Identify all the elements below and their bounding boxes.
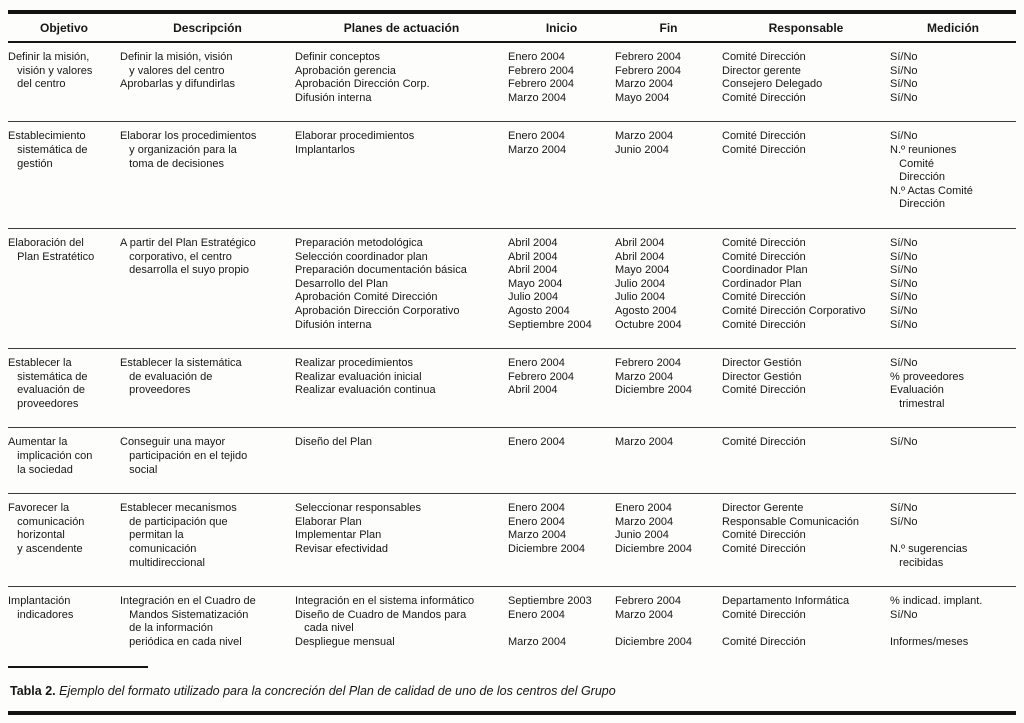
cell-line: Establecer la sistemática xyxy=(120,357,242,370)
cell-line: cada nivel xyxy=(295,622,354,635)
cell-line: Comité Dirección xyxy=(722,436,806,449)
column-header-fin: Fin xyxy=(615,14,722,42)
column-header-planes: Planes de actuación xyxy=(295,14,508,42)
cell-line: Comité Dirección xyxy=(722,543,806,556)
cell-inicio xyxy=(508,428,615,494)
cell-line: Enero 2004 xyxy=(508,502,565,515)
cell-planes xyxy=(295,42,508,122)
cell-responsable xyxy=(722,228,890,348)
cell-line: Comité Dirección xyxy=(722,130,806,143)
cell-line: comunicación xyxy=(8,515,85,528)
cell-line: recibidas xyxy=(890,556,944,569)
table-row xyxy=(8,428,1016,494)
cell-line: trimestral xyxy=(890,397,945,410)
cell-medicion xyxy=(890,494,1016,587)
cell-line: Junio 2004 xyxy=(615,529,669,542)
cell-line: Director Gestión xyxy=(722,357,802,370)
cell-line: Octubre 2004 xyxy=(615,318,682,331)
cell-line: Definir conceptos xyxy=(295,51,380,63)
cell-line: Febrero 2004 xyxy=(508,370,575,383)
cell-line: proveedores xyxy=(120,384,191,397)
cell-line: Marzo 2004 xyxy=(615,370,674,383)
cell-line: Septiembre 2003 xyxy=(508,595,592,608)
cell-line: evaluación de xyxy=(8,384,86,397)
cell-line: Abril 2004 xyxy=(508,264,558,277)
cell-line: Mandos Sistematización xyxy=(120,608,249,621)
cell-line: Informes/meses xyxy=(890,636,969,648)
cell-responsable xyxy=(722,122,890,229)
table-row xyxy=(8,122,1016,229)
table-caption xyxy=(10,683,1016,699)
cell-line: Comité Dirección xyxy=(722,143,806,156)
cell-line: Aprobación Dirección Corp. xyxy=(295,78,430,91)
cell-line: Agosto 2004 xyxy=(508,304,570,317)
cell-line: Febrero 2004 xyxy=(615,357,682,370)
table-row xyxy=(8,587,1016,666)
cell-line: sistemática de xyxy=(8,143,88,156)
cell-descripcion xyxy=(120,228,295,348)
cell-line: Enero 2004 xyxy=(508,357,565,370)
cell-line: Marzo 2004 xyxy=(615,130,674,143)
cell-line: Comité Dirección xyxy=(722,318,806,331)
cell-inicio xyxy=(508,587,615,666)
cell-line: proveedores xyxy=(8,397,79,410)
cell-line: permitan la xyxy=(120,529,184,542)
cell-fin xyxy=(615,349,722,428)
table-row xyxy=(8,494,1016,587)
cell-responsable xyxy=(722,494,890,587)
cell-line: y ascendente xyxy=(8,543,83,556)
cell-line: Dirección xyxy=(890,198,946,211)
cell-line: Establecer la xyxy=(8,357,72,370)
cell-line: Diseño del Plan xyxy=(295,436,373,449)
cell-line: participación en el tejido xyxy=(120,450,248,463)
cell-line: desarrolla el suyo propio xyxy=(120,264,250,277)
cell-line: toma de decisiones xyxy=(120,157,224,170)
cell-line: Abril 2004 xyxy=(508,236,558,249)
cell-line: Integración en el sistema informático xyxy=(295,595,475,608)
cell-descripcion xyxy=(120,494,295,587)
cell-line: Febrero 2004 xyxy=(615,51,682,63)
caption-text: Ejemplo del formato utilizado para la concreción del Plan de calidad de uno de los centros del Grupo xyxy=(59,683,616,698)
cell-line: de participación que xyxy=(120,515,228,528)
cell-line: Marzo 2004 xyxy=(508,91,567,104)
cell-responsable xyxy=(722,587,890,666)
cell-line: Aprobación gerencia xyxy=(295,64,396,77)
column-header-medicion: Medición xyxy=(890,14,1016,42)
cell-line: Comité Dirección xyxy=(722,636,806,648)
cell-line: Sí/No xyxy=(890,291,918,304)
cell-line: Enero 2004 xyxy=(508,515,565,528)
column-header-objetivo: Objetivo xyxy=(8,14,120,42)
cell-line: y organización para la xyxy=(120,143,237,156)
cell-inicio xyxy=(508,42,615,122)
cell-line: Marzo 2004 xyxy=(508,636,567,648)
cell-line: implicación con xyxy=(8,450,93,463)
cell-line: Establecimiento xyxy=(8,130,86,143)
cell-line: visión y valores xyxy=(8,64,93,77)
cell-line: Mayo 2004 xyxy=(508,277,563,290)
cell-line: Comité Dirección xyxy=(722,91,806,104)
table-row xyxy=(8,349,1016,428)
cell-line: Elaborar Plan xyxy=(295,515,362,528)
cell-line: Selección coordinador plan xyxy=(295,250,428,263)
cell-responsable xyxy=(722,349,890,428)
cell-line: Febrero 2004 xyxy=(508,64,575,77)
cell-line: Sí/No xyxy=(890,318,918,331)
cell-objetivo xyxy=(8,349,120,428)
cell-objetivo xyxy=(8,228,120,348)
cell-line: Enero 2004 xyxy=(508,436,565,449)
cell-objetivo xyxy=(8,122,120,229)
cell-line: Favorecer la xyxy=(8,502,70,515)
cell-line: Marzo 2004 xyxy=(615,78,674,91)
cell-line: Diciembre 2004 xyxy=(615,636,693,648)
cell-line: de la información xyxy=(120,622,213,635)
caption-label: Tabla 2. xyxy=(10,683,56,698)
cell-line: Aprobarlas y difundirlas xyxy=(120,78,235,91)
cell-line: Septiembre 2004 xyxy=(508,318,592,331)
cell-line: Marzo 2004 xyxy=(508,529,567,542)
cell-line: comunicación xyxy=(120,543,197,556)
cell-line: Mayo 2004 xyxy=(615,91,670,104)
cell-line: Febrero 2004 xyxy=(615,595,682,608)
figure-bottom-rule xyxy=(8,711,1016,715)
cell-line: Febrero 2004 xyxy=(508,78,575,91)
cell-line: Marzo 2004 xyxy=(508,143,567,156)
cell-line: Director Gestión xyxy=(722,370,802,383)
cell-line: Marzo 2004 xyxy=(615,436,674,449)
cell-line: de evaluación de xyxy=(120,370,213,383)
cell-line: Implantarlos xyxy=(295,143,355,156)
cell-line: Diciembre 2004 xyxy=(615,543,693,556)
cell-line: del centro xyxy=(8,78,66,91)
cell-fin xyxy=(615,587,722,666)
cell-line: N.º sugerencias xyxy=(890,543,968,556)
cell-line: Diciembre 2004 xyxy=(508,543,586,556)
cell-line: Departamento Informática xyxy=(722,595,850,608)
cell-line: Marzo 2004 xyxy=(615,515,674,528)
quality-plan-table xyxy=(8,14,1016,666)
cell-line xyxy=(722,622,888,636)
cell-planes xyxy=(295,587,508,666)
cell-line: Julio 2004 xyxy=(508,291,559,304)
cell-line: Preparación documentación básica xyxy=(295,264,467,277)
cell-line: Aprobación Comité Dirección xyxy=(295,291,438,304)
cell-line: Sí/No xyxy=(890,51,918,63)
cell-line: social xyxy=(120,463,158,476)
cell-responsable xyxy=(722,428,890,494)
cell-line: y valores del centro xyxy=(120,64,225,77)
cell-medicion xyxy=(890,587,1016,666)
cell-line: Revisar efectividad xyxy=(295,543,388,556)
cell-medicion xyxy=(890,122,1016,229)
cell-line: indicadores xyxy=(8,608,74,621)
cell-line: Implantación xyxy=(8,595,71,608)
cell-line: Enero 2004 xyxy=(508,51,565,63)
cell-fin xyxy=(615,428,722,494)
cell-line: Realizar evaluación continua xyxy=(295,384,436,397)
cell-line: Agosto 2004 xyxy=(615,304,677,317)
cell-line: Febrero 2004 xyxy=(615,64,682,77)
cell-line: % proveedores xyxy=(890,370,964,383)
cell-line: Seleccionar responsables xyxy=(295,502,421,515)
cell-line: Comité Dirección xyxy=(722,529,806,542)
cell-line: Desarrollo del Plan xyxy=(295,277,388,290)
cell-line xyxy=(508,622,613,636)
cell-line: N.º reuniones xyxy=(890,143,957,156)
cell-line: horizontal xyxy=(8,529,65,542)
cell-line: Establecer mecanismos xyxy=(120,502,237,515)
header-row xyxy=(8,14,1016,42)
cell-fin xyxy=(615,42,722,122)
cell-fin xyxy=(615,228,722,348)
cell-line: Sí/No xyxy=(890,250,918,263)
cell-descripcion xyxy=(120,349,295,428)
cell-line: periódica en cada nivel xyxy=(120,636,242,648)
cell-line: % indicad. implant. xyxy=(890,595,983,608)
cell-line: Integración en el Cuadro de xyxy=(120,595,256,608)
cell-descripcion xyxy=(120,122,295,229)
cell-line: Sí/No xyxy=(890,608,918,621)
cell-line: Plan Estratético xyxy=(8,250,95,263)
cell-line: Difusión interna xyxy=(295,318,372,331)
cell-line: Sí/No xyxy=(890,436,918,449)
cell-line xyxy=(615,622,720,636)
cell-line: Dirección xyxy=(890,171,946,184)
cell-line: Abril 2004 xyxy=(615,250,665,263)
cell-line: Director Gerente xyxy=(722,502,804,515)
cell-line: Sí/No xyxy=(890,91,918,104)
cell-line: Evaluación xyxy=(890,384,944,397)
cell-line: Abril 2004 xyxy=(615,236,665,249)
cell-line: Julio 2004 xyxy=(615,277,666,290)
column-header-descripcion: Descripción xyxy=(120,14,295,42)
cell-line: Sí/No xyxy=(890,502,918,515)
cell-line: Elaborar los procedimientos xyxy=(120,130,257,143)
cell-line: Enero 2004 xyxy=(615,502,672,515)
cell-line: Enero 2004 xyxy=(508,130,565,143)
cell-line: Implementar Plan xyxy=(295,529,382,542)
cell-inicio xyxy=(508,349,615,428)
cell-line: Abril 2004 xyxy=(508,250,558,263)
column-header-responsable: Responsable xyxy=(722,14,890,42)
cell-line: Comité xyxy=(890,157,935,170)
cell-line: Realizar procedimientos xyxy=(295,357,413,370)
table-body xyxy=(8,42,1016,666)
cell-line: Sí/No xyxy=(890,78,918,91)
cell-line: Consejero Delegado xyxy=(722,78,823,91)
cell-planes xyxy=(295,122,508,229)
cell-line: Comité Dirección Corporativo xyxy=(722,304,866,317)
cell-inicio xyxy=(508,122,615,229)
cell-line: Preparación metodológica xyxy=(295,236,423,249)
table-row xyxy=(8,42,1016,122)
cell-line: N.º Actas Comité xyxy=(890,184,973,197)
cell-medicion xyxy=(890,349,1016,428)
cell-objetivo xyxy=(8,587,120,666)
cell-line: Comité Dirección xyxy=(722,608,806,621)
cell-objetivo xyxy=(8,428,120,494)
cell-fin xyxy=(615,494,722,587)
cell-medicion xyxy=(890,428,1016,494)
cell-planes xyxy=(295,349,508,428)
cell-line: Enero 2004 xyxy=(508,608,565,621)
cell-line: Elaboración del xyxy=(8,236,84,249)
cell-line: Responsable Comunicación xyxy=(722,515,859,528)
cell-medicion xyxy=(890,42,1016,122)
cell-descripcion xyxy=(120,428,295,494)
cell-line: Aprobación Dirección Corporativo xyxy=(295,304,460,317)
cell-line: Definir la misión, visión xyxy=(120,51,233,63)
cell-line: gestión xyxy=(8,157,53,170)
cell-fin xyxy=(615,122,722,229)
column-header-inicio: Inicio xyxy=(508,14,615,42)
cell-planes xyxy=(295,428,508,494)
cell-inicio xyxy=(508,494,615,587)
cell-line: Comité Dirección xyxy=(722,384,806,397)
cell-line: Aumentar la xyxy=(8,436,68,449)
cell-line: Comité Dirección xyxy=(722,291,806,304)
cell-line: Abril 2004 xyxy=(508,384,558,397)
cell-objetivo xyxy=(8,42,120,122)
cell-line: Director gerente xyxy=(722,64,801,77)
cell-line xyxy=(890,622,1014,636)
cell-line: Sí/No xyxy=(890,277,918,290)
cell-planes xyxy=(295,494,508,587)
cell-line xyxy=(890,529,1014,543)
cell-line: Sí/No xyxy=(890,304,918,317)
cell-line: Difusión interna xyxy=(295,91,372,104)
cell-responsable xyxy=(722,42,890,122)
cell-line: Sí/No xyxy=(890,515,918,528)
cell-planes xyxy=(295,228,508,348)
cell-line: Julio 2004 xyxy=(615,291,666,304)
cell-line: Definir la misión, xyxy=(8,51,90,63)
cell-line: corporativo, el centro xyxy=(120,250,232,263)
cell-objetivo xyxy=(8,494,120,587)
cell-medicion xyxy=(890,228,1016,348)
cell-descripcion xyxy=(120,42,295,122)
cell-line: Coordinador Plan xyxy=(722,264,808,277)
cell-line: Sí/No xyxy=(890,264,918,277)
cell-line: A partir del Plan Estratégico xyxy=(120,236,256,249)
table-row xyxy=(8,228,1016,348)
cell-line: Comité Dirección xyxy=(722,236,806,249)
cell-line: Sí/No xyxy=(890,236,918,249)
cell-line: la sociedad xyxy=(8,463,73,476)
cell-line: Diciembre 2004 xyxy=(615,384,693,397)
cell-line: Diseño de Cuadro de Mandos para xyxy=(295,608,467,621)
table-bottom-short-rule xyxy=(8,666,148,668)
cell-line: Comité Dirección xyxy=(722,51,806,63)
cell-descripcion xyxy=(120,587,295,666)
cell-line: multidireccional xyxy=(120,556,205,569)
cell-line: Sí/No xyxy=(890,64,918,77)
cell-line: sistemática de xyxy=(8,370,88,383)
cell-line: Despliegue mensual xyxy=(295,636,395,648)
cell-line: Conseguir una mayor xyxy=(120,436,226,449)
cell-line: Cordinador Plan xyxy=(722,277,802,290)
cell-line: Sí/No xyxy=(890,130,918,143)
cell-line: Realizar evaluación inicial xyxy=(295,370,422,383)
cell-line: Elaborar procedimientos xyxy=(295,130,415,143)
cell-inicio xyxy=(508,228,615,348)
cell-line: Comité Dirección xyxy=(722,250,806,263)
cell-line: Mayo 2004 xyxy=(615,264,670,277)
cell-line: Marzo 2004 xyxy=(615,608,674,621)
cell-line: Junio 2004 xyxy=(615,143,669,156)
cell-line: Sí/No xyxy=(890,357,918,370)
